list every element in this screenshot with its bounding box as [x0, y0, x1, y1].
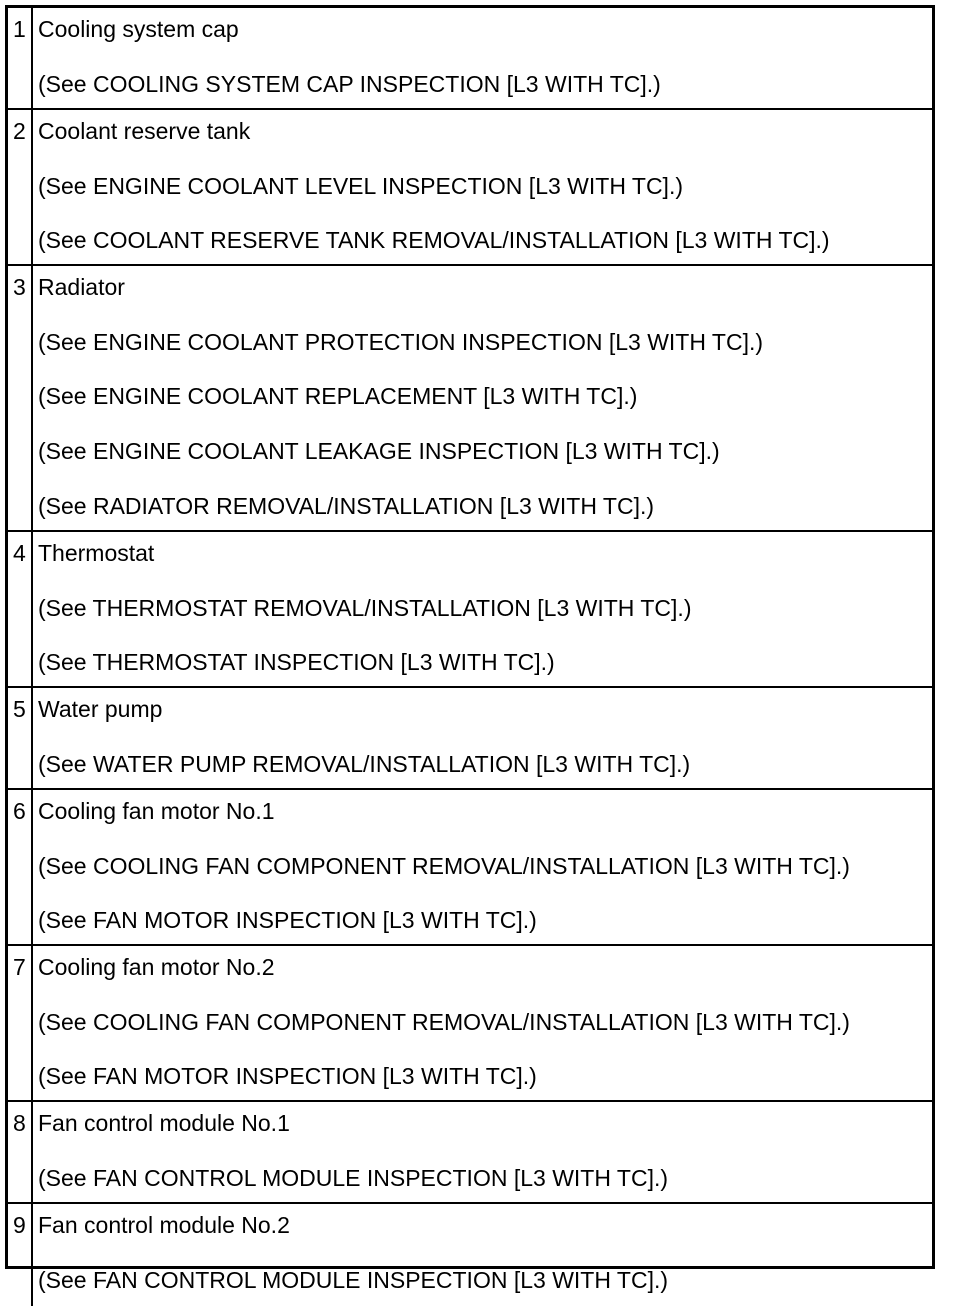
reference-link[interactable]: (See THERMOSTAT REMOVAL/INSTALLATION [L3 WITH TC].) — [38, 594, 692, 621]
column-divider — [31, 8, 33, 108]
component-name: Cooling fan motor No.2 — [38, 954, 275, 980]
reference-link[interactable]: (See COOLANT RESERVE TANK REMOVAL/INSTALLATION [L3 WITH TC].) — [38, 227, 830, 254]
table-row — [8, 8, 932, 110]
reference-link[interactable]: (See ENGINE COOLANT PROTECTION INSPECTION [L3 WITH TC].) — [38, 328, 764, 355]
row-number: 4 — [13, 540, 26, 566]
component-table — [5, 5, 935, 1293]
reference-link[interactable]: (See COOLING SYSTEM CAP INSPECTION [L3 WITH TC].) — [38, 70, 661, 97]
reference-link[interactable]: (See FAN MOTOR INSPECTION [L3 WITH TC].) — [38, 1063, 537, 1090]
column-divider — [31, 266, 33, 530]
reference-link[interactable]: (See COOLING FAN COMPONENT REMOVAL/INSTALLATION [L3 WITH TC].) — [38, 852, 850, 879]
row-number: 8 — [13, 1110, 26, 1136]
reference-link[interactable]: (See COOLING FAN COMPONENT REMOVAL/INSTALLATION [L3 WITH TC].) — [38, 1008, 850, 1035]
component-name: Thermostat — [38, 540, 155, 566]
row-number: 5 — [13, 696, 26, 722]
reference-link[interactable]: (See FAN CONTROL MODULE INSPECTION [L3 WITH TC].) — [38, 1164, 669, 1191]
table-row — [8, 110, 932, 266]
table-row — [8, 1204, 932, 1306]
component-name: Cooling fan motor No.1 — [38, 798, 275, 824]
reference-link[interactable]: (See ENGINE COOLANT LEVEL INSPECTION [L3 WITH TC].) — [38, 172, 683, 199]
column-divider — [31, 1102, 33, 1202]
row-number: 9 — [13, 1212, 26, 1238]
table-row — [8, 790, 932, 946]
component-name: Water pump — [38, 696, 163, 722]
column-divider — [31, 1204, 33, 1306]
column-divider — [31, 946, 33, 1100]
reference-link[interactable]: (See FAN CONTROL MODULE INSPECTION [L3 WITH TC].) — [38, 1266, 669, 1293]
reference-link[interactable]: (See FAN MOTOR INSPECTION [L3 WITH TC].) — [38, 907, 537, 934]
column-divider — [31, 790, 33, 944]
reference-link[interactable]: (See RADIATOR REMOVAL/INSTALLATION [L3 WITH TC].) — [38, 492, 655, 519]
row-number: 6 — [13, 798, 26, 824]
row-number: 2 — [13, 118, 26, 144]
row-number: 1 — [13, 16, 26, 42]
row-number: 7 — [13, 954, 26, 980]
component-name: Coolant reserve tank — [38, 118, 251, 144]
column-divider — [31, 688, 33, 788]
table-row — [8, 688, 932, 790]
table-row — [8, 946, 932, 1102]
row-number: 3 — [13, 274, 26, 300]
reference-link[interactable]: (See WATER PUMP REMOVAL/INSTALLATION [L3 WITH TC].) — [38, 750, 691, 777]
component-name: Fan control module No.1 — [38, 1110, 290, 1136]
table-row — [8, 532, 932, 688]
table-row — [8, 266, 932, 532]
component-name: Cooling system cap — [38, 16, 239, 42]
component-name: Fan control module No.2 — [38, 1212, 290, 1238]
column-divider — [31, 532, 33, 686]
component-name: Radiator — [38, 274, 125, 300]
reference-link[interactable]: (See THERMOSTAT INSPECTION [L3 WITH TC].) — [38, 649, 555, 676]
column-divider — [31, 110, 33, 264]
table-row — [8, 1102, 932, 1204]
reference-link[interactable]: (See ENGINE COOLANT REPLACEMENT [L3 WITH TC].) — [38, 383, 638, 410]
reference-link[interactable]: (See ENGINE COOLANT LEAKAGE INSPECTION [L3 WITH TC].) — [38, 438, 720, 465]
